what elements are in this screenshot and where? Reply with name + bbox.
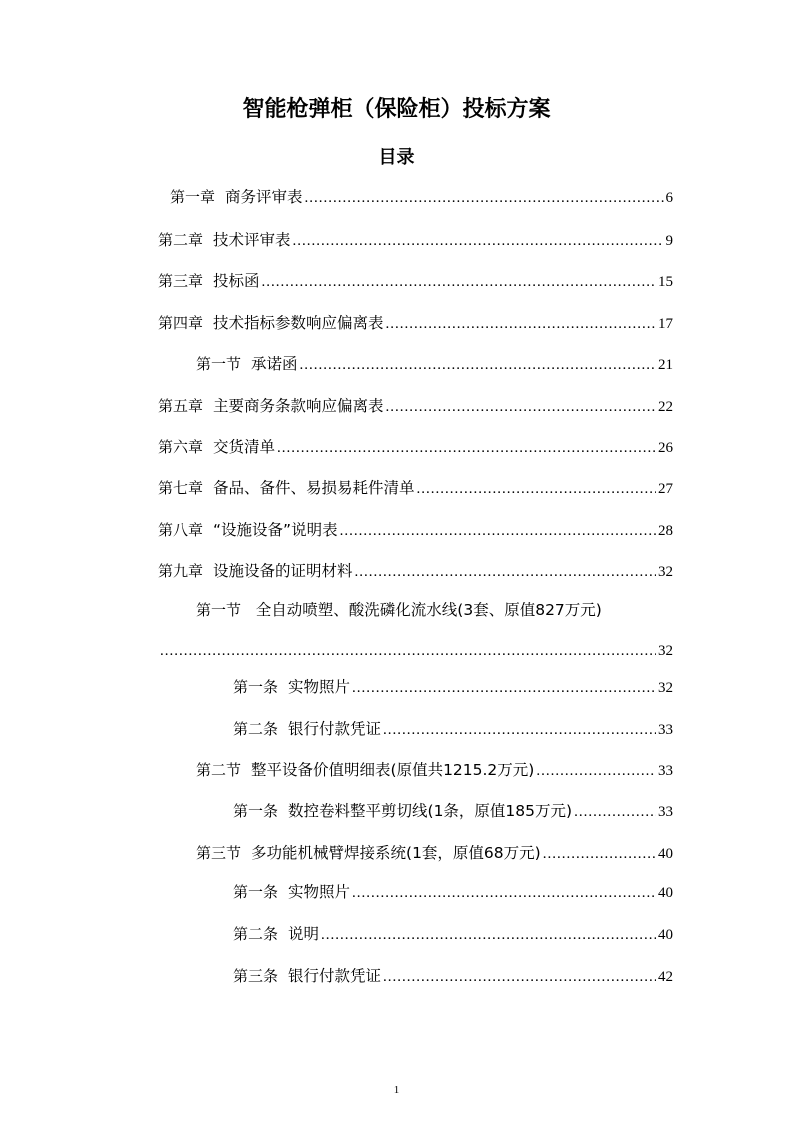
toc-leader-dots (355, 560, 656, 584)
toc-leader-dots (574, 800, 656, 824)
toc-entry[interactable] (233, 717, 673, 741)
toc-entry-page: 33 (658, 804, 673, 820)
toc-entry[interactable] (233, 922, 673, 946)
toc-entry[interactable] (158, 228, 673, 252)
toc-entry[interactable] (196, 758, 673, 782)
toc-entry-number: 第九章 (158, 562, 204, 580)
toc-entry-title: 交货清单 (213, 438, 276, 456)
toc-entry-title: “设施设备”说明表 (213, 521, 338, 539)
toc-entry[interactable] (196, 352, 673, 376)
toc-entry[interactable] (158, 394, 673, 418)
toc-leader-dots (340, 519, 656, 543)
toc-entry[interactable] (233, 880, 673, 904)
toc-entry-page: 40 (658, 885, 673, 901)
toc-entry-number: 第八章 (158, 521, 204, 539)
toc-entry-title: 全自动喷塑、酸洗磷化流水线(3套、原值827万元) (255, 601, 602, 619)
toc-entry[interactable] (196, 841, 673, 865)
toc-entry[interactable] (158, 476, 673, 500)
toc-leader-dots (543, 842, 656, 866)
toc-entry-page: 40 (658, 846, 673, 862)
page-number: 1 (393, 1084, 400, 1096)
toc-entry[interactable] (158, 559, 673, 583)
toc-entry-page: 40 (658, 927, 673, 943)
toc-entry-number: 第一条 (233, 883, 279, 901)
toc-entry-title: 投标函 (213, 272, 260, 290)
toc-leader-dots (386, 395, 656, 419)
toc-leader-dots (383, 965, 656, 989)
toc-entry-title: 实物照片 (288, 883, 351, 901)
toc-leader-dots (386, 312, 656, 336)
toc-entry[interactable] (158, 311, 673, 335)
toc-entry[interactable] (233, 675, 673, 699)
toc-leader-dots (383, 718, 656, 742)
toc-leader-dots (293, 229, 664, 253)
toc-entry[interactable] (170, 185, 673, 209)
toc-entry-number: 第一章 (170, 188, 216, 206)
toc-entry-page: 42 (658, 969, 673, 985)
toc-entry-number: 第二节 (196, 761, 242, 779)
toc-entry-title: 说明 (288, 925, 320, 943)
toc-entry-number: 第二章 (158, 231, 204, 249)
toc-entry-title: 整平设备价值明细表(原值共1215.2万元) (251, 761, 535, 779)
toc-entry-number: 第一条 (233, 802, 279, 820)
toc-entry-title: 数控卷料整平剪切线(1条，原值185万元) (288, 802, 573, 820)
toc-entry-page: 15 (658, 274, 673, 290)
toc-entry-title: 主要商务条款响应偏离表 (213, 397, 384, 415)
toc-entry-number: 第一节 (196, 601, 242, 619)
toc-entry-wrapped-title[interactable] (196, 598, 602, 622)
toc-entry-number: 第六章 (158, 438, 204, 456)
toc-entry-title: 设施设备的证明材料 (213, 562, 353, 580)
document-title: 智能枪弹柜（保险柜）投标方案 (242, 97, 551, 122)
toc-entry-page: 33 (658, 763, 673, 779)
toc-entry-page: 21 (658, 357, 673, 373)
toc-entry-title: 技术指标参数响应偏离表 (213, 314, 384, 332)
toc-leader-dots (321, 923, 656, 947)
toc-entry-page: 27 (658, 481, 673, 497)
toc-entry-number: 第三节 (196, 844, 242, 862)
toc-entry-title: 承诺函 (251, 355, 298, 373)
toc-entry-page: 22 (658, 399, 673, 415)
toc-leader-dots (262, 270, 656, 294)
toc-entry-number: 第二条 (233, 925, 279, 943)
toc-entry-page: 32 (658, 643, 673, 659)
toc-entry[interactable] (233, 964, 673, 988)
toc-leader-dots (300, 353, 656, 377)
toc-leader-dots (352, 676, 656, 700)
toc-entry-number: 第七章 (158, 479, 204, 497)
toc-leader-dots (277, 436, 656, 460)
toc-leader-dots (160, 639, 656, 663)
toc-entry-title: 银行付款凭证 (288, 720, 382, 738)
toc-entry-title: 商务评审表 (225, 188, 303, 206)
toc-leader-dots (417, 477, 656, 501)
toc-entry-number: 第三条 (233, 967, 279, 985)
toc-entry-page: 33 (658, 722, 673, 738)
toc-entry-title: 银行付款凭证 (288, 967, 382, 985)
toc-entry-title: 多功能机械臂焊接系统(1套，原值68万元) (251, 844, 541, 862)
toc-entry-page: 6 (665, 190, 673, 206)
toc-leader-dots (305, 186, 664, 210)
toc-entry-page: 17 (658, 316, 673, 332)
toc-entry-page: 32 (658, 680, 673, 696)
toc-entry-page: 32 (658, 564, 673, 580)
toc-entry-number: 第二条 (233, 720, 279, 738)
toc-entry-number: 第五章 (158, 397, 204, 415)
toc-entry[interactable] (233, 799, 673, 823)
toc-entry[interactable] (158, 518, 673, 542)
toc-entry-continuation[interactable] (160, 639, 673, 663)
toc-entry-number: 第一节 (196, 355, 242, 373)
toc-entry[interactable] (158, 269, 673, 293)
toc-entry-number: 第一条 (233, 678, 279, 696)
toc-entry-number: 第四章 (158, 314, 204, 332)
toc-entry-title: 实物照片 (288, 678, 351, 696)
toc-entry-title: 备品、备件、易损易耗件清单 (213, 479, 415, 497)
toc-entry-page: 26 (658, 440, 673, 456)
toc-entry-title: 技术评审表 (213, 231, 291, 249)
toc-entry[interactable] (158, 435, 673, 459)
toc-heading: 目录 (378, 147, 415, 168)
toc-entry-number: 第三章 (158, 272, 204, 290)
toc-leader-dots (536, 759, 656, 783)
toc-entry-page: 28 (658, 523, 673, 539)
toc-entry-page: 9 (665, 233, 673, 249)
toc-leader-dots (352, 881, 656, 905)
